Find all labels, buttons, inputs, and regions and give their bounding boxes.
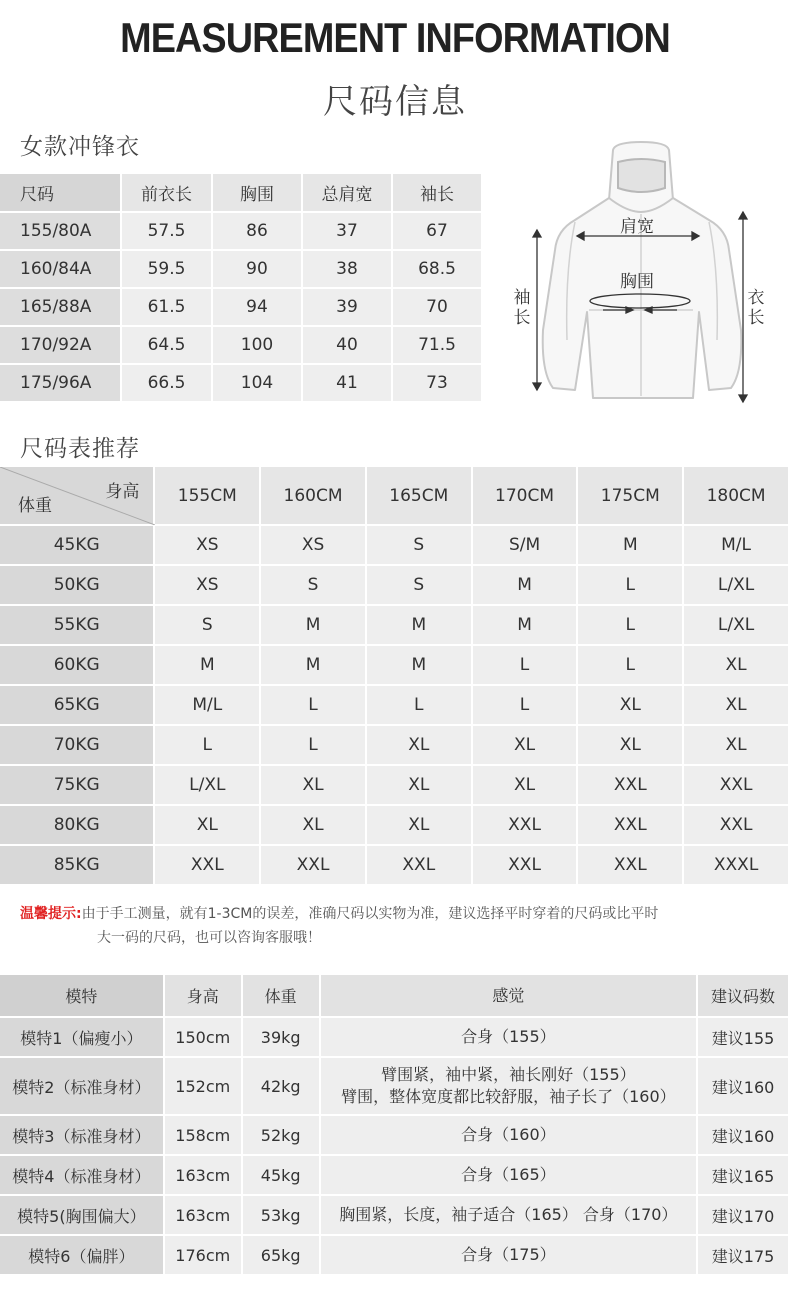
size-cell: XXL [154, 845, 260, 885]
model-cell: 模特5(胸围偏大） [0, 1195, 164, 1235]
table-cell: 66.5 [121, 364, 212, 402]
table-row [0, 765, 789, 805]
feel-line: 合身（155） [461, 1027, 556, 1046]
table-cell: 68.5 [392, 250, 482, 288]
weight-cell: 50KG [0, 565, 154, 605]
jacket-diagram [505, 140, 790, 410]
size-cell: XXL [577, 805, 683, 845]
suggest-cell: 建议170 [697, 1195, 789, 1235]
height-cell: 163cm [164, 1155, 242, 1195]
size-cell: XL [683, 725, 789, 765]
column-header: 胸围 [212, 174, 302, 212]
column-header: 175CM [577, 467, 683, 525]
height-cell: 176cm [164, 1235, 242, 1275]
table-row [0, 645, 789, 685]
weight-cell: 80KG [0, 805, 154, 845]
table-row [0, 1057, 789, 1115]
weight-cell: 42kg [242, 1057, 320, 1115]
size-cell: XXL [683, 805, 789, 845]
model-cell: 模特3（标准身材） [0, 1115, 164, 1155]
size-cell: L [260, 685, 366, 725]
table-cell: 61.5 [121, 288, 212, 326]
size-cell: M/L [683, 525, 789, 565]
size-cell: L/XL [683, 565, 789, 605]
size-cell: XXXL [683, 845, 789, 885]
table-row [0, 212, 482, 250]
weight-cell: 75KG [0, 765, 154, 805]
feel-cell [320, 1155, 697, 1195]
size-cell: L [154, 725, 260, 765]
column-header: 尺码 [0, 174, 121, 212]
weight-cell: 70KG [0, 725, 154, 765]
table-cell: 64.5 [121, 326, 212, 364]
weight-cell: 39kg [242, 1017, 320, 1057]
size-cell: L/XL [683, 605, 789, 645]
size-cell: XL [260, 805, 366, 845]
suggest-cell: 建议160 [697, 1115, 789, 1155]
height-cell: 150cm [164, 1017, 242, 1057]
size-cell: XS [154, 565, 260, 605]
weight-cell: 52kg [242, 1115, 320, 1155]
size-cell: M [577, 525, 683, 565]
weight-cell: 85KG [0, 845, 154, 885]
feel-cell [320, 1057, 697, 1115]
height-axis-label: 身高 [105, 482, 140, 502]
sleeve-label: 袖长 [513, 288, 531, 328]
weight-cell: 65KG [0, 685, 154, 725]
column-header: 模特 [0, 975, 164, 1017]
size-cell: XL [577, 685, 683, 725]
table-row [0, 326, 482, 364]
size-cell: XL [260, 765, 366, 805]
size-cell: S [260, 565, 366, 605]
table-row [0, 525, 789, 565]
size-cell: XXL [472, 805, 578, 845]
table-row [0, 725, 789, 765]
column-header: 建议码数 [697, 975, 789, 1017]
size-cell: XXL [260, 845, 366, 885]
weight-cell: 45KG [0, 525, 154, 565]
size-cell: M [366, 605, 472, 645]
page-title-cn: 尺码信息 [323, 82, 467, 122]
shoulder-label: 肩宽 [620, 217, 654, 237]
warm-tip [20, 902, 760, 950]
size-cell: XL [154, 805, 260, 845]
weight-cell: 45kg [242, 1155, 320, 1195]
column-header: 前衣长 [121, 174, 212, 212]
table-row [0, 1155, 789, 1195]
size-cell: M [260, 605, 366, 645]
table-row [0, 1195, 789, 1235]
table-row [0, 605, 789, 645]
feel-cell [320, 1115, 697, 1155]
table-cell: 86 [212, 212, 302, 250]
table-row [0, 845, 789, 885]
table-row [0, 565, 789, 605]
suggest-cell: 建议155 [697, 1017, 789, 1057]
table-cell: 100 [212, 326, 302, 364]
size-cell: S [366, 525, 472, 565]
table-row [0, 805, 789, 845]
table-cell: 37 [302, 212, 392, 250]
tip-text-line1: 由于手工测量，就有1-3CM的误差，准确尺码以实物为准，建议选择平时穿着的尺码或比平时 [81, 906, 659, 922]
table-cell: 57.5 [121, 212, 212, 250]
column-header: 袖长 [392, 174, 482, 212]
weight-cell: 55KG [0, 605, 154, 645]
size-cell: XS [154, 525, 260, 565]
height-cell: 152cm [164, 1057, 242, 1115]
column-header: 170CM [472, 467, 578, 525]
size-cell: XL [366, 805, 472, 845]
weight-cell: 60KG [0, 645, 154, 685]
table-row [0, 685, 789, 725]
height-cell: 163cm [164, 1195, 242, 1235]
size-cell: XL [472, 725, 578, 765]
column-header: 160CM [260, 467, 366, 525]
size-cell: M [472, 605, 578, 645]
size-cell: L/XL [154, 765, 260, 805]
model-cell: 模特2（标准身材） [0, 1057, 164, 1115]
column-header: 总肩宽 [302, 174, 392, 212]
feel-line: 合身（160） [461, 1125, 556, 1144]
table-header-row [0, 467, 789, 525]
page-title-en: MEASUREMENT INFORMATION [120, 14, 670, 61]
table-cell: 104 [212, 364, 302, 402]
size-cell: L [577, 645, 683, 685]
size-cell: S/M [472, 525, 578, 565]
size-cell: XXL [366, 845, 472, 885]
table-cell: 70 [392, 288, 482, 326]
tip-label: 温馨提示: [20, 906, 82, 922]
table-cell: 71.5 [392, 326, 482, 364]
column-header: 155CM [154, 467, 260, 525]
size-cell: M [154, 645, 260, 685]
column-header: 180CM [683, 467, 789, 525]
size-cell: M [260, 645, 366, 685]
table-row [0, 1115, 789, 1155]
table-row [0, 1235, 789, 1275]
size-cell: L [260, 725, 366, 765]
size-cell: XXL [472, 845, 578, 885]
size-cell: S [366, 565, 472, 605]
table-cell: 175/96A [0, 364, 121, 402]
column-header: 165CM [366, 467, 472, 525]
table-header-row [0, 975, 789, 1017]
column-header: 感觉 [320, 975, 697, 1017]
weight-cell: 65kg [242, 1235, 320, 1275]
table-cell: 165/88A [0, 288, 121, 326]
column-header: 身高 [164, 975, 242, 1017]
feel-line: 胸围紧，长度，袖子适合（165） 合身（170） [339, 1205, 678, 1224]
chest-label: 胸围 [620, 272, 654, 292]
size-cell: M/L [154, 685, 260, 725]
women-table-heading: 女款冲锋衣 [20, 134, 140, 160]
table-cell: 67 [392, 212, 482, 250]
weight-axis-label: 体重 [18, 496, 52, 516]
size-cell: XXL [577, 845, 683, 885]
size-cell: XXL [577, 765, 683, 805]
height-cell: 158cm [164, 1115, 242, 1155]
recommend-size-table [0, 467, 790, 886]
table-row [0, 1017, 789, 1057]
table-row [0, 250, 482, 288]
model-cell: 模特4（标准身材） [0, 1155, 164, 1195]
table-cell: 38 [302, 250, 392, 288]
model-cell: 模特6（偏胖） [0, 1235, 164, 1275]
table-cell: 39 [302, 288, 392, 326]
feel-line: 臂围，整体宽度都比较舒服，袖子长了（160） [341, 1087, 676, 1106]
size-cell: L [366, 685, 472, 725]
model-fit-table [0, 975, 790, 1276]
size-cell: XL [683, 685, 789, 725]
size-cell: XL [366, 765, 472, 805]
feel-cell [320, 1195, 697, 1235]
size-cell: M [366, 645, 472, 685]
feel-line: 合身（165） [461, 1165, 556, 1184]
recommend-table-heading: 尺码表推荐 [20, 436, 140, 462]
feel-cell [320, 1017, 697, 1057]
table-cell: 170/92A [0, 326, 121, 364]
tip-text-line2: 大一码的尺码，也可以咨询客服哦！ [97, 930, 321, 946]
model-cell: 模特1（偏瘦小） [0, 1017, 164, 1057]
suggest-cell: 建议175 [697, 1235, 789, 1275]
size-cell: XL [366, 725, 472, 765]
suggest-cell: 建议165 [697, 1155, 789, 1195]
column-header: 体重 [242, 975, 320, 1017]
table-cell: 59.5 [121, 250, 212, 288]
table-cell: 90 [212, 250, 302, 288]
size-cell: L [472, 685, 578, 725]
size-cell: L [577, 605, 683, 645]
table-header-row [0, 174, 482, 212]
table-cell: 41 [302, 364, 392, 402]
weight-cell: 53kg [242, 1195, 320, 1235]
corner-cell [0, 467, 154, 525]
table-row [0, 364, 482, 402]
feel-line: 臂围紧，袖中紧，袖长刚好（155） [381, 1065, 636, 1084]
size-cell: XL [683, 645, 789, 685]
suggest-cell: 建议160 [697, 1057, 789, 1115]
size-cell: L [472, 645, 578, 685]
size-cell: XL [577, 725, 683, 765]
table-row [0, 288, 482, 326]
table-cell: 155/80A [0, 212, 121, 250]
size-cell: S [154, 605, 260, 645]
size-cell: XXL [683, 765, 789, 805]
size-cell: M [472, 565, 578, 605]
table-cell: 94 [212, 288, 302, 326]
women-size-table [0, 174, 483, 403]
length-label: 衣长 [747, 288, 765, 328]
size-cell: L [577, 565, 683, 605]
feel-cell [320, 1235, 697, 1275]
size-cell: XS [260, 525, 366, 565]
table-cell: 40 [302, 326, 392, 364]
table-cell: 160/84A [0, 250, 121, 288]
feel-line: 合身（175） [461, 1245, 556, 1264]
table-cell: 73 [392, 364, 482, 402]
size-cell: XL [472, 765, 578, 805]
